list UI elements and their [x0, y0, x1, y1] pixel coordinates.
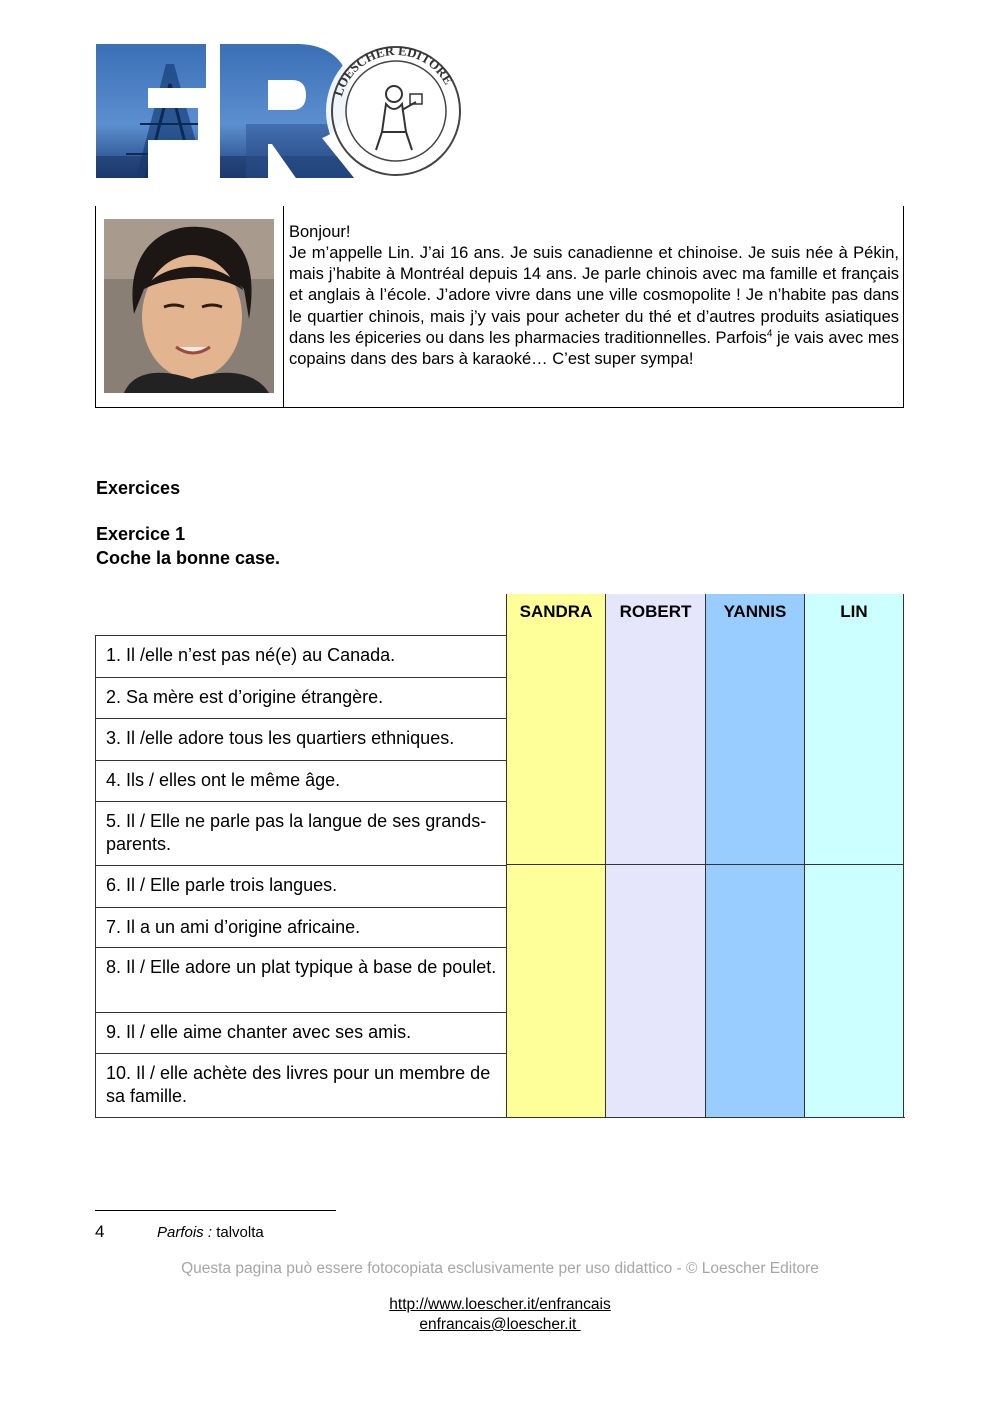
footnote-translation: talvolta [212, 1224, 264, 1241]
question-row: 5. Il / Elle ne parle pas la langue de ses grands-parents. [95, 801, 506, 865]
column-robert[interactable] [605, 594, 705, 1118]
column-header-robert: ROBERT [619, 602, 692, 621]
footer-links [0, 1296, 1000, 1314]
column-divider [805, 864, 903, 865]
table-bottom-border [95, 1117, 905, 1118]
question-row: 2. Sa mère est d’origine étrangère. [95, 677, 506, 718]
column-divider [706, 864, 804, 865]
footnote-text [157, 1224, 264, 1241]
svg-text:LOESCHER EDITORE: LOESCHER EDITORE [330, 44, 457, 99]
copyright-notice: Questa pagina può essere fotocopiata esclusivamente per uso didattico - © Loescher Editore [181, 1260, 819, 1277]
seal-icon [326, 44, 466, 178]
column-divider [507, 864, 605, 865]
footnote-marker: 4 [766, 328, 773, 340]
column-header-yannis: YANNIS [723, 602, 787, 621]
footnote-rule [95, 1210, 336, 1211]
intro-text-part-2: je vais avec mes copains dans des bars à karaoké… C’est super sympa! [289, 328, 899, 369]
question-row: 3. Il /elle adore tous les quartiers ethniques. [95, 718, 506, 760]
footer-email [0, 1316, 1000, 1334]
column-yannis[interactable] [705, 594, 804, 1118]
exercise-instruction: Coche la bonne case. [96, 548, 281, 568]
column-sandra[interactable] [506, 594, 605, 1118]
portrait-photo [104, 219, 274, 393]
question-row: 1. Il /elle n’est pas né(e) au Canada. [95, 635, 506, 677]
question-row: 8. Il / Elle adore un plat typique à base de poulet. [95, 947, 506, 1012]
footnote-term: Parfois : [157, 1224, 213, 1241]
column-header-sandra: SANDRA [519, 602, 593, 621]
section-title: Exercices [96, 478, 181, 498]
question-row: 7. Il a un ami d’origine africaine. [95, 907, 506, 947]
intro-greeting: Bonjour! [289, 223, 351, 241]
publisher-logo [96, 44, 468, 178]
column-lin[interactable] [804, 594, 904, 1118]
column-header-lin: LIN [840, 602, 868, 621]
website-link[interactable]: http://www.loescher.it/enfrancais [389, 1296, 611, 1313]
intro-paragraph [289, 243, 899, 370]
footnote-number: 4 [95, 1222, 105, 1241]
exercise-title: Exercice 1 [96, 524, 186, 544]
intro-divider [283, 206, 284, 408]
question-row: 6. Il / Elle parle trois langues. [95, 865, 506, 907]
exercise-table [95, 594, 905, 1118]
email-link[interactable]: enfrancais@loescher.it [419, 1316, 581, 1333]
question-row: 9. Il / elle aime chanter avec ses amis. [95, 1012, 506, 1053]
question-row: 4. Ils / elles ont le même âge. [95, 760, 506, 801]
intro-text-part-1: Je m’appelle Lin. J’ai 16 ans. Je suis canadienne et chinoise. Je suis née à Pékin, mais j’habite à Montréal depuis 14 ans. Je parle chinois avec ma famille et français et anglais à l’école. J’adore vivre dans une ville cosmopolite ! Je n’habite pas dans le quartier chinois, mais j’y vais pour acheter du thé et d’autres produits asiatiques dans les épiceries ou dans les pharmacies traditionnelles. Parfois [289, 244, 899, 347]
column-divider [606, 864, 705, 865]
question-row: 10. Il / elle achète des livres pour un membre de sa famille. [95, 1053, 506, 1118]
